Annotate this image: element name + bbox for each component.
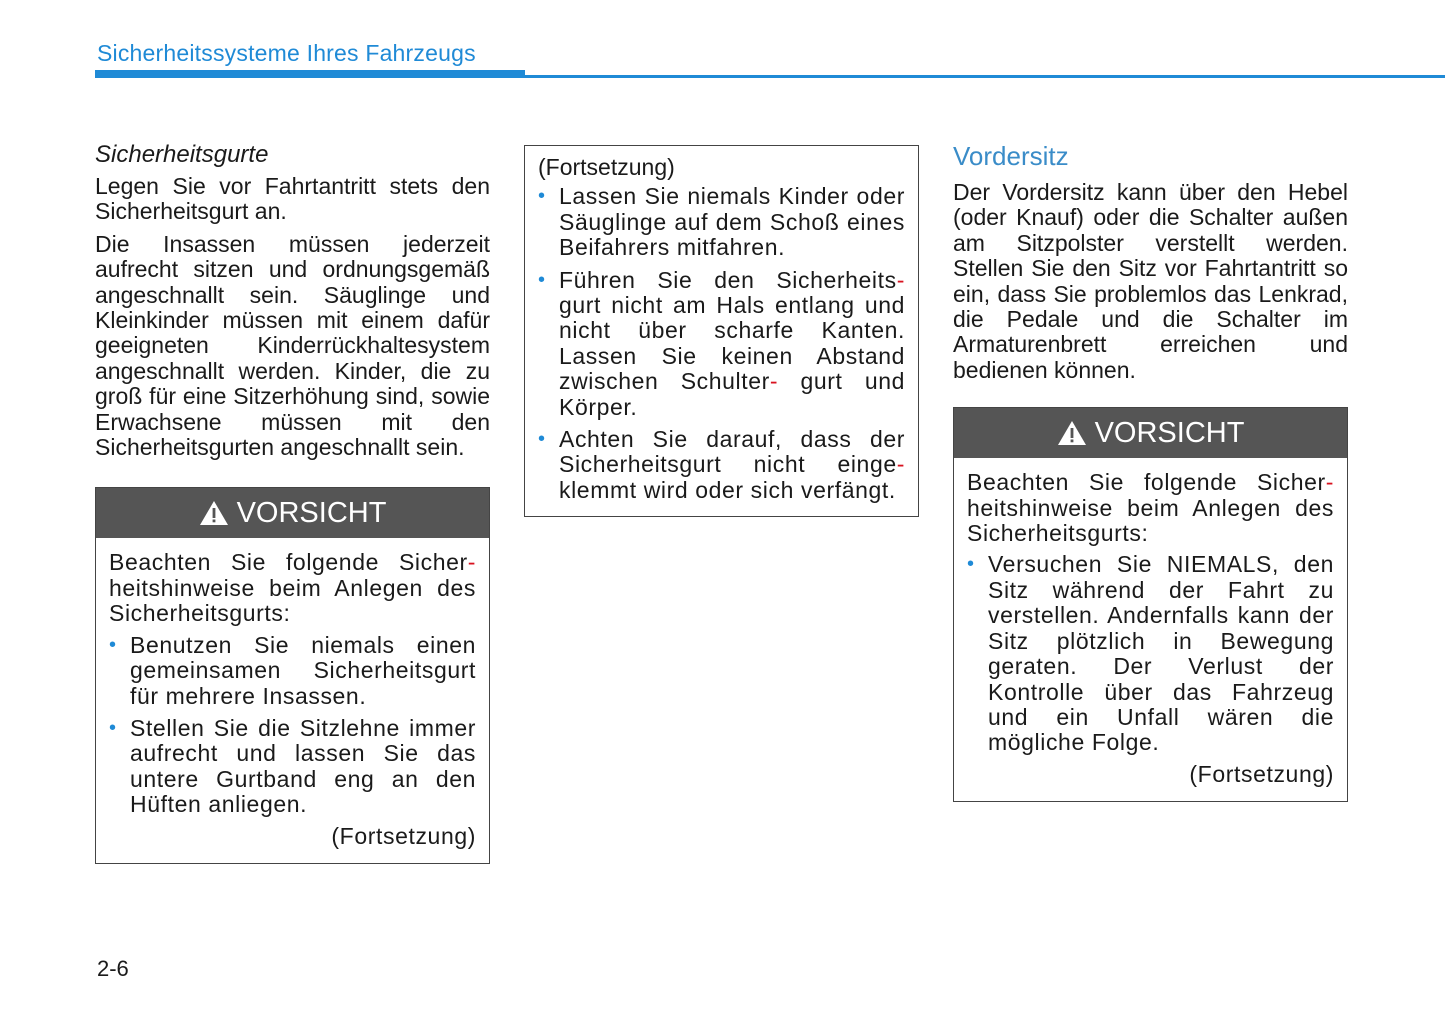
paragraph: Der Vordersitz kann über den Hebel (oder Knauf) oder die Schalter außen am Sitzpolster verstellt werden. Stellen Sie den Sitz vor Fahrtantritt so ein, dass Sie problemlos das Lenkrad, die Pedale und die Schalter im Armaturenbrett erreichen und bedienen können.	[953, 179, 1348, 383]
warning-triangle-icon	[1057, 420, 1087, 446]
bullet-icon: •	[109, 633, 117, 656]
caution-header	[954, 408, 1347, 458]
list-item: • Benutzen Sie niemals einen gemeinsamen Sicherheitsgurt für mehrere Insassen.	[109, 631, 476, 709]
list-item: • Versuchen Sie NIEMALS, den Sitz während der Fahrt zu verstellen. Andernfalls kann der Sitz plötzlich in Bewegung geraten. Der Verlust der Kontrolle über das Fahrzeug und ein Unfall wären die mögliche Folge.	[967, 551, 1334, 756]
list-item: • Führen Sie den Sicherheits- gurt nicht am Hals entlang und nicht über scharfe Kanten. Lassen Sie keinen Abstand zwischen Schulter- gurt und Körper.	[538, 266, 906, 420]
list-item: • Stellen Sie die Sitzlehne immer aufrecht und lassen Sie das untere Gurtband eng an den Hüften anliegen.	[109, 714, 476, 818]
caution-body	[96, 538, 489, 862]
caution-box	[953, 407, 1348, 802]
section-heading-front-seat: Vordersitz	[953, 141, 1069, 171]
header-rule-thick	[95, 70, 525, 78]
column-middle	[524, 145, 919, 517]
column-left	[95, 140, 490, 864]
continued-caution-box	[524, 145, 919, 517]
caution-list	[109, 633, 476, 818]
section-heading-seatbelts: Sicherheitsgurte	[95, 141, 269, 168]
bullet-icon: •	[109, 716, 117, 739]
caution-intro: Beachten Sie folgende Sicher- heitshinweise beim Anlegen des Sicherheitsgurts:	[967, 469, 1334, 547]
page-number: 2-6	[97, 956, 129, 981]
list-item: • Lassen Sie niemals Kinder oder Säuglinge auf dem Schoß eines Beifahrers mitfahren.	[538, 183, 905, 261]
list-item: • Achten Sie darauf, dass der Sicherheitsgurt nicht einge- klemmt wird oder sich verfängt.	[538, 426, 905, 503]
bullet-icon: •	[538, 185, 546, 208]
caution-intro: Beachten Sie folgende Sicher- heitshinweise beim Anlegen des Sicherheitsgurts:	[109, 549, 476, 627]
caution-title: VORSICHT	[236, 496, 387, 529]
caution-list	[538, 184, 905, 503]
paragraph: Legen Sie vor Fahrtantritt stets den Sicherheitsgurt an.	[95, 173, 490, 225]
caution-header	[96, 488, 489, 538]
chapter-title: Sicherheitssysteme Ihres Fahrzeugs	[97, 40, 476, 66]
bullet-icon: •	[967, 553, 975, 576]
warning-triangle-icon	[199, 500, 229, 526]
header-rule-thin	[525, 75, 1445, 78]
caution-list	[967, 552, 1334, 755]
continued-label: (Fortsetzung)	[538, 154, 675, 180]
continued-label: (Fortsetzung)	[1189, 760, 1334, 787]
bullet-icon: •	[538, 268, 546, 291]
caution-body	[954, 458, 1347, 801]
caution-title: VORSICHT	[1094, 416, 1245, 449]
paragraph: Die Insassen müssen jederzeit aufrecht sitzen und ordnungsgemäß angeschnallt sein. Säuglinge und Kleinkinder müssen mit einem dafür geeigneten Kinderrückhaltesystem angeschnallt werden. Kinder, die zu groß für eine Sitzerhöhung sind, sowie Erwachsene müssen mit den Sicherheitsgurten angeschnallt sein.	[95, 230, 490, 461]
continued-label: (Fortsetzung)	[331, 822, 476, 849]
column-right	[953, 140, 1348, 802]
caution-box	[95, 487, 490, 863]
bullet-icon: •	[538, 428, 546, 451]
